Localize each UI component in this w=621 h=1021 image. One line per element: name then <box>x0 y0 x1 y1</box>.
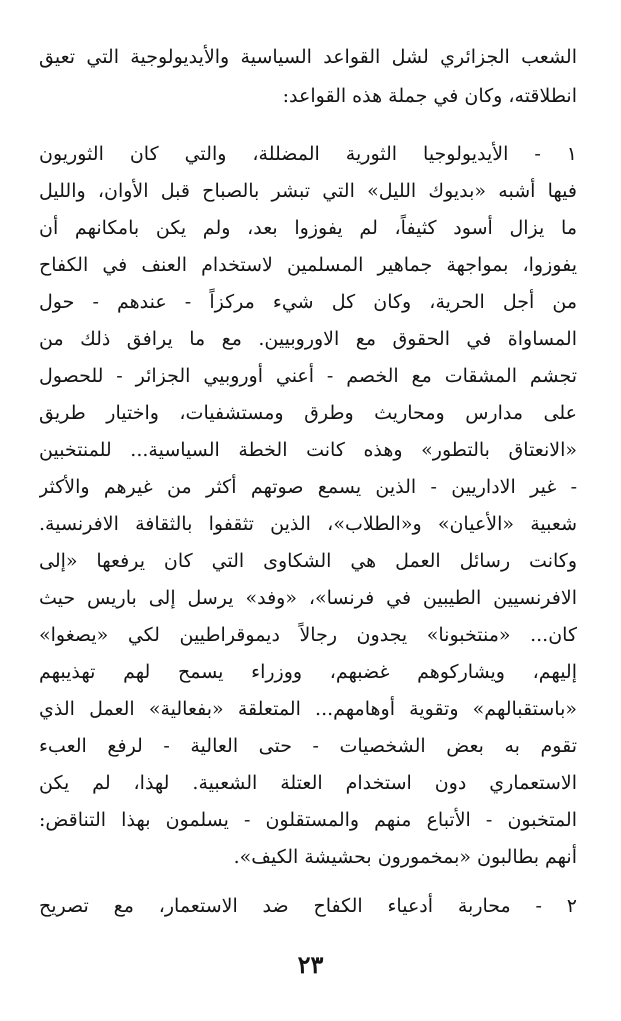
text-line-19: تقوم به بعض الشخصيات - حتى العالية - لرفع العبء <box>39 735 577 757</box>
text-line-18: «باستقبالهم» وتقوية أوهامهم... المتعلقة «بفعالية» العمل الذي <box>39 698 577 720</box>
text-line-15: الافرنسيين الطيبين في فرنسا»، «وفد» يرسل إلى باريس حيث <box>39 587 577 609</box>
text-line-11: «الانعتاق بالتطور» وهذه كانت الخطة السياسية... للمنتخبين <box>39 439 577 461</box>
text-line-21: المتخبون - الأتباع منهم والمستقلون - يسلمون بهذا التناقض: <box>39 809 577 831</box>
text-line-4: فيها أشبه «بديوك الليل» التي تبشر بالصباح قبل الأوان، والليل <box>39 180 577 202</box>
text-line-2: انطلاقته، وكان في جملة هذه القواعد: <box>282 85 577 107</box>
text-line-7: من أجل الحرية، وكان كل شيء مركزاً - عندهم - حول <box>39 291 577 313</box>
text-line-6: يفوزوا، بمواجهة جماهير المسلمين لاستخدام العنف في الكفاح <box>39 254 577 276</box>
text-line-16: كان... «منتخبونا» يجدون رجالاً ديموقراطيين لكي «يصغوا» <box>39 624 577 646</box>
text-line-20: الاستعماري دون استخدام العتلة الشعبية. لهذا، لم يكن <box>39 772 577 794</box>
page-number: ٢٣ <box>297 950 324 979</box>
text-line-23: ٢ - محاربة أدعياء الكفاح ضد الاستعمار، مع تصريح <box>39 895 577 917</box>
text-line-14: وكانت رسائل العمل هي الشكاوى التي كان يرفعها «إلى <box>39 550 577 572</box>
text-line-3: ١ - الأيديولوجيا الثورية المضللة، والتي كان الثوريون <box>39 143 577 165</box>
text-line-12: - غير الاداريين - الذين يسمع صوتهم أكثر من غيرهم والأكثر <box>39 476 577 498</box>
text-line-1: الشعب الجزائري لشل القواعد السياسية والأيديولوجية التي تعيق <box>39 46 577 68</box>
text-line-8: المساواة في الحقوق مع الاوروبيين. مع ما يرافق ذلك من <box>39 328 577 350</box>
text-line-22: أنهم بطالبون «بمخمورون بحشيشة الكيف». <box>233 846 577 868</box>
text-line-17: إليهم، ويشاركوهم غضبهم، ووزراء يسمح لهم تهذيبهم <box>39 661 577 683</box>
text-line-9: تجشم المشقات مع الخصم - أعني أوروبيي الجزائر - للحصول <box>39 365 577 387</box>
text-line-13: شعبية «الأعيان» و«الطلاب»، الذين تثقفوا بالثقافة الافرنسية. <box>39 513 577 535</box>
text-line-5: ما يزال أسود كثيفاً، لم يفوزوا بعد، ولم يكن بامكانهم أن <box>39 217 577 239</box>
text-line-10: على مدارس ومحاريث وطرق ومستشفيات، واختيار طريق <box>39 402 577 424</box>
